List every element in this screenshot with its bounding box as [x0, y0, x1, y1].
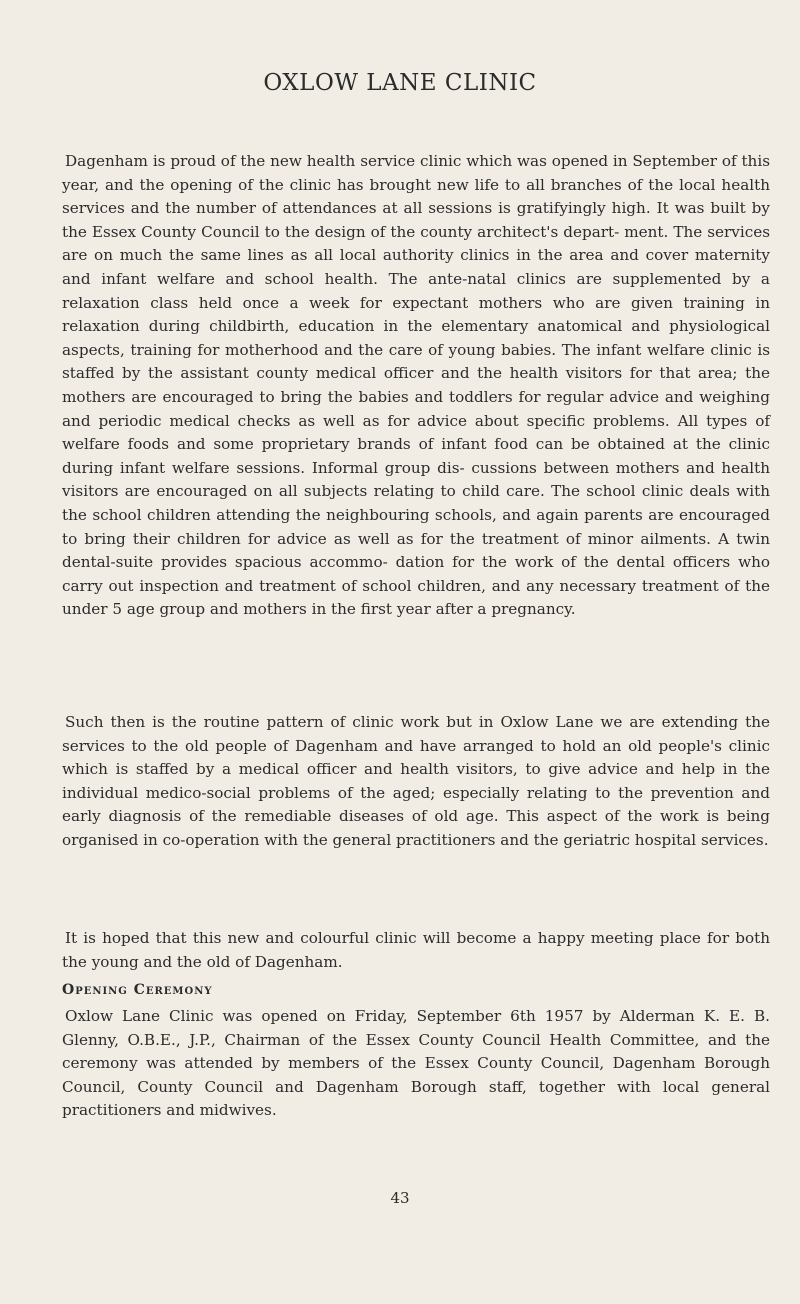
page-number: 43 [390, 1189, 410, 1207]
paragraph-opening-ceremony: Oxlow Lane Clinic was opened on Friday, September 6th 1957 by Alderman K. E. B. Glenny, O.B.E., J.P., Chairman of the Essex County Council Health Committee, and the ceremony was attended by members of the Essex County Council, Dagenham Borough Council, County Council and Dagenham Borough staff, together with local general practitioners and midwives. [62, 1007, 770, 1120]
paragraph-old-people-clinic: Such then is the routine pattern of clinic work but in Oxlow Lane we are extending the services to the old people of Dagenham and have arranged to hold an old people's clinic which is staffed by a medical officer and health visitors, to give advice and help in the individual medico-social problems of the aged; especially relating to the prevention and early diagnosis of the remediable diseases of old age. This aspect of the work is being organised in co-operation with the general practitioners and the geriatric hospital services. [62, 713, 770, 849]
section-heading-opening-ceremony: Opening Ceremony [62, 982, 213, 998]
paragraph-closing-hope: It is hoped that this new and colourful clinic will become a happy meeting place for both the young and the old of Dagenham. [62, 929, 770, 971]
page-title: OXLOW LANE CLINIC [263, 70, 537, 96]
paragraph-introduction: Dagenham is proud of the new health service clinic which was opened in September of this year, and the opening of the clinic has brought new life to all branches of the local health services and the number of attendances at all sessions is gratifyingly high. It was built by the Essex County Council to the design of the county architect's depart- ment. The services are on much the same lines as all local authority clinics in the area and cover maternity and infant welfare and school health. The ante-natal clinics are supplemented by a relaxation class held once a week for expectant mothers who are given training in relaxation during childbirth, education in the elementary anatomical and physiological aspects, training for motherhood and the care of young babies. The infant welfare clinic is staffed by the assistant county medical officer and the health visitors for that area; the mothers are encouraged to bring the babies and toddlers for regular advice and weighing and periodic medical checks as well as for advice about specific problems. All types of welfare foods and some proprietary brands of infant food can be obtained at the clinic during infant welfare sessions. Informal group dis- cussions between mothers and health visitors are encouraged on all subjects relating to child care. The school clinic deals with the school children attending the neighbouring schools, and again parents are encouraged to bring their children for advice as well as for the treatment of minor ailments. A twin dental-suite provides spacious accommo- dation for the work of the dental officers who carry out inspection and treatment of school children, and any necessary treatment of the under 5 age group and mothers in the first year after a pregnancy. [62, 152, 770, 619]
